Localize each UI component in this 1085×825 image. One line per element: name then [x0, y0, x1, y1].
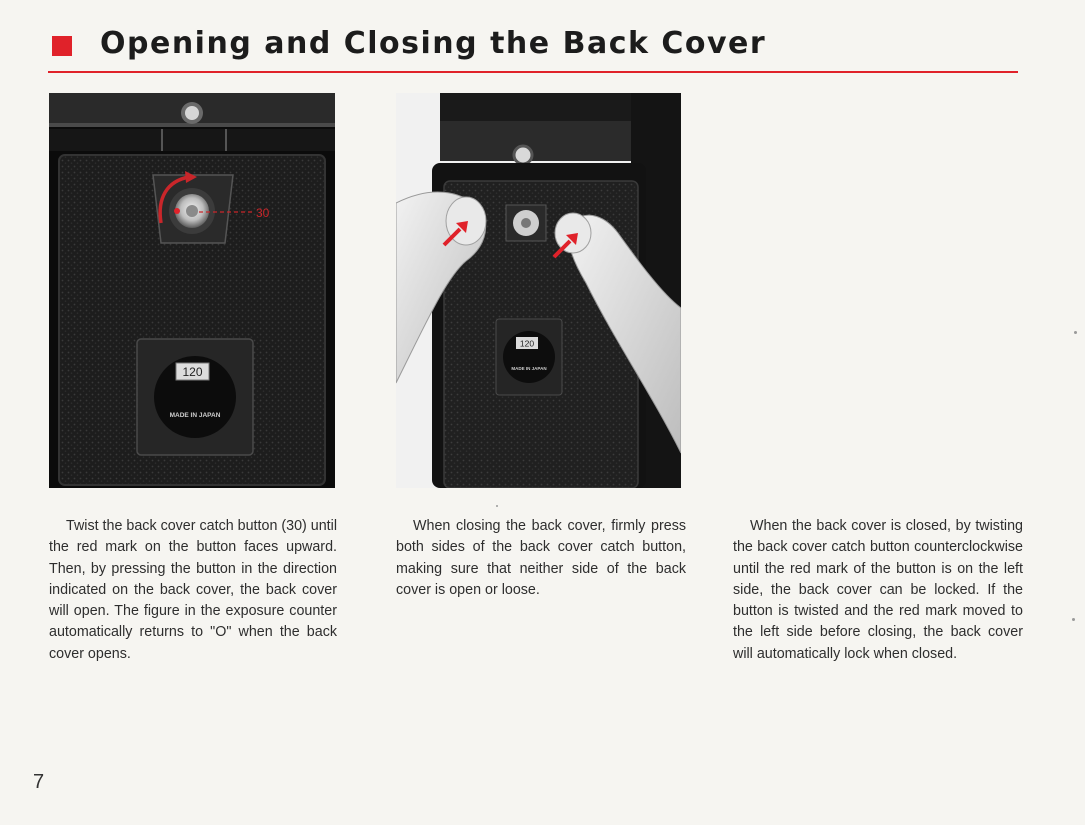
made-in-label-2: MADE IN JAPAN [511, 366, 547, 371]
film-type-label-2: 120 [519, 338, 535, 349]
paper-speck [1074, 331, 1077, 334]
heading-rule [48, 71, 1018, 73]
button-number-label: 30 [256, 206, 270, 220]
closing-cover-illustration [396, 93, 681, 488]
camera-back-illustration [49, 93, 335, 488]
page-title: Opening and Closing the Back Cover [100, 26, 767, 61]
caption-locking: When the back cover is closed, by twisting the back cover catch button counterclockwise until the red mark of the button is on the left side, the back cover can be locked. If the button is twisted and the red mark moved to the left side before closing, the back cover will automatically lock when closed. [733, 518, 1023, 662]
heading-marker [52, 36, 72, 56]
paper-speck [496, 505, 498, 507]
page-number: 7 [33, 771, 45, 793]
made-in-label: MADE IN JAPAN [169, 412, 221, 419]
caption-closing: When closing the back cover, firmly press both sides of the back cover catch button, making sure that neither side of the back cover is open or loose. [396, 518, 686, 598]
figure-closing-cover [396, 93, 681, 488]
figure-back-cover-catch [49, 93, 335, 488]
caption-opening: Twist the back cover catch button (30) until the red mark on the button faces upward. Then, by pressing the button in the direction indicated on the back cover, the back cover will open. The figure in the exposure counter automatically returns to "O" when the back cover opens. [49, 518, 337, 662]
film-type-label: 120 [182, 365, 203, 379]
paper-speck [1072, 618, 1075, 621]
